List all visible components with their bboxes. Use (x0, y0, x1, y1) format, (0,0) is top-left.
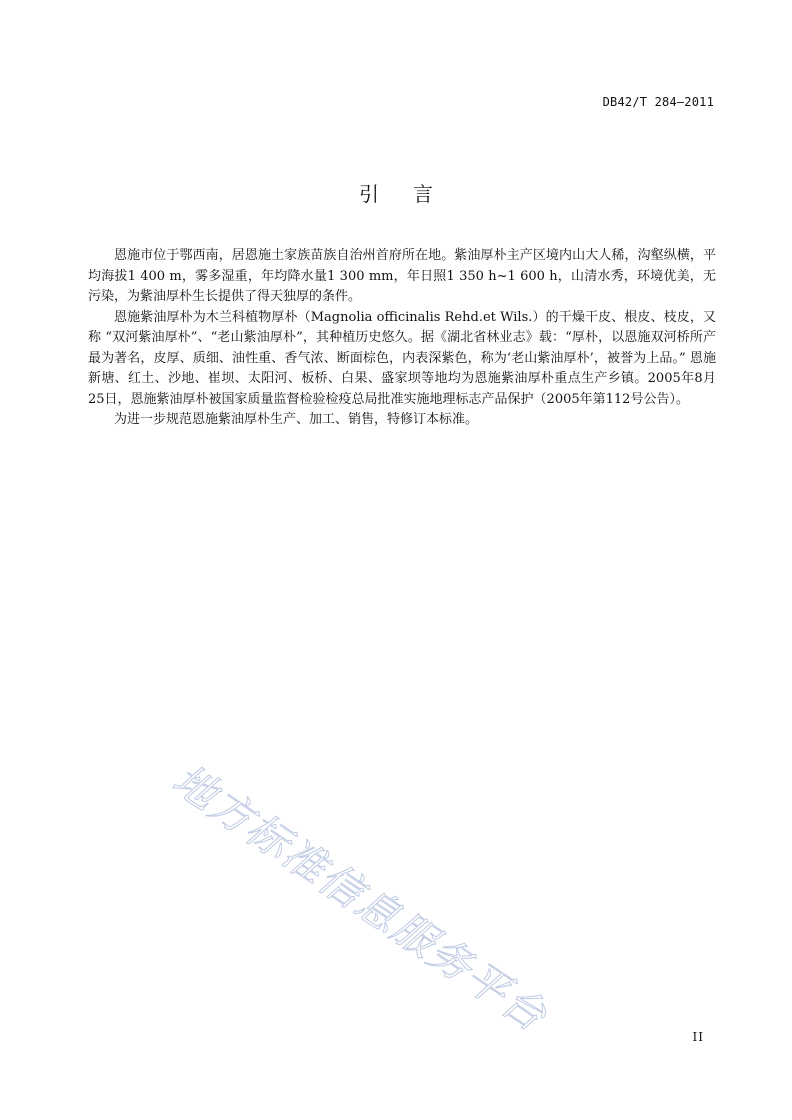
paragraph: 为进一步规范恩施紫油厚朴生产、加工、销售，特修订本标准。 (114, 412, 479, 427)
page-title: 引言 (359, 182, 467, 206)
page-number: II (692, 1030, 704, 1044)
watermark: 地方标准信息服务平台 (164, 754, 557, 1042)
paragraph: 恩施市位于鄂西南，居恩施土家族苗族自治州首府所在地。紫油厚朴主产区境内山大人稀，沟壑纵横，平均海拔1 400 m，雾多湿重，年均降水量1 300 mm，年日照1 350 h~1 600 h，山清水秀，环境优美，无污染，为紫油厚朴生长提供了得天独厚的条件。 (88, 248, 716, 304)
body-text (88, 246, 716, 431)
paragraph: 恩施紫油厚朴为木兰科植物厚朴（Magnolia officinalis Rehd.et Wils.）的干燥干皮、根皮、枝皮，又称 “双河紫油厚朴”、“老山紫油厚朴”，其种植历史悠久。据《湖北省林业志》载：“厚朴，以恩施双河桥所产最为著名，皮厚、质细、油性重、香气浓、断面棕色，内表深紫色，称为‘老山紫油厚朴’，被誉为上品。” 恩施新塘、红土、沙地、崔坝、太阳河、板桥、白果、盛家坝等地均为恩施紫油厚朴重点生产乡镇。2005年8月25日，恩施紫油厚朴被国家质量监督检验检疫总局批准实施地理标志产品保护（2005年第112号公告）。 (88, 309, 716, 407)
standard-code: DB42/T 284—2011 (602, 95, 714, 109)
